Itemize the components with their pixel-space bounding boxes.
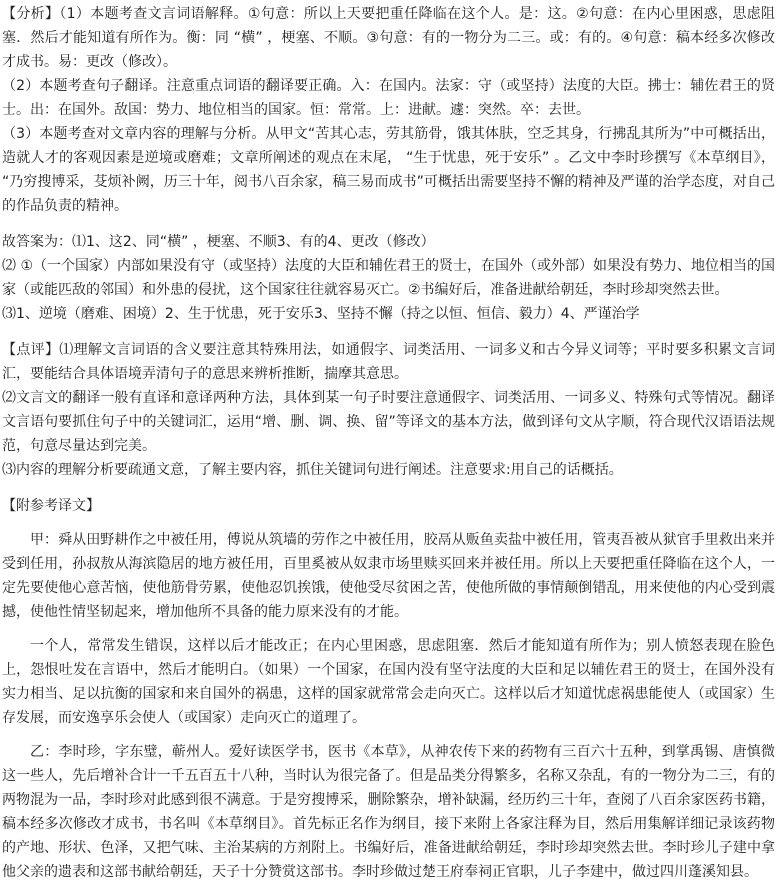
comment-paragraph-1: 【点评】⑴理解文言词语的含义要注意其特殊用法，如通假字、词类活用、一词多义和古今异义词等；平时要多积累文言词汇，要能结合具体语境弄清句子的意思来辨析推断，揣摩其意思。 <box>2 342 775 382</box>
section-gap <box>2 482 775 494</box>
analysis-paragraph-2: （2）本题考查句子翻译。注意重点词语的翻译要正确。入：在国内。法家：守（或坚持）法度的大臣。拂士：辅佐君王的贤士。出：在国外。敌国：势力、地位相当的国家。恒：常常。上：进献。遽：突然。卒：去世。 <box>2 78 775 118</box>
analysis-paragraph-3: （3）本题考查对文章内容的理解与分析。从甲文“苦其心志，劳其筋骨，饿其体肤，空乏其身，行拂乱其所为”中可概括出，造就人才的客观因素是逆境或磨难；文章所阐述的观点在末尾， “生于忧患，死于安乐” 。乙文中李时珍撰写《本草纲目》， “乃穷搜博采，芟烦补阙，历三十年，阅书八百余家，稿三易而成书”可概括出需要坚持不懈的精神及严谨的治学态度，对自己的作品负责的精神。 <box>2 126 775 214</box>
paragraph-gap <box>2 518 775 528</box>
comment-paragraph-3: ⑶内容的理解分析要疏通文意，了解主要内容，抓住关键词句进行阐述。注意要求:用自己的话概括。 <box>2 462 623 478</box>
paragraph-gap <box>2 730 775 740</box>
translation-paragraph-3: 乙：李时珍，字东璧，蕲州人。爱好读医学书，医书《本草》，从神农传下来的药物有三百六十五种，到掌禹锡、唐慎微这一些人，先后增补合计一千五百五十八种，当时认为很完备了。但是品类分得繁多，名称又杂乱，有的一物分为二三，有的两物混为一品，李时珍对此感到很不满意。于是穷搜博采，删除繁杂，增补缺漏，经历约三十年，查阅了八百余家医药书籍，稿本经多次修改才成书，书名叫《本草纲目》。首先标正名作为纲目，接下来附上各家注释为目，然后用集解详细记录该药物的产地、形状、色泽，又把气味、主治某病的方剂附上。书编好后，准备进献给朝廷，李时珍却突然去世。李时珍儿子建中拿他父亲的遗表和这部书献给朝廷，天子十分赞赏这部书。李时珍做过楚王府奉祠正官职，儿子李建中，做过四川蓬溪知县。 <box>2 744 775 880</box>
translation-paragraph-1: 甲：舜从田野耕作之中被任用，傅说从筑墙的劳作之中被任用，胶鬲从贩鱼卖盐中被任用，管夷吾被从狱官手里救出来并受到任用，孙叔敖从海滨隐居的地方被任用，百里奚被从奴隶市场里赎买回来并被任用。所以上天要把重任降临在这个人，一定先要使他心意苦恼，使他筋骨劳累，使他忍饥挨饿，使他受尽贫困之苦，使他所做的事情颠倒错乱，用来使他的内心受到震撼，使他性情坚韧起来，增加他所不具备的能力原来没有的才能。 <box>2 532 775 620</box>
answer-paragraph-3: ⑶1、逆境（磨难、困境）2、生于忧患，死于安乐3、坚持不懈（持之以恒、恒信、毅力）4、严谨治学 <box>2 306 640 322</box>
comment-paragraph-2: ⑵文言文的翻译一般有直译和意译两种方法，具体到某一句子时要注意通假字、词类活用、一词多义、特殊句式等情况。翻译文言语句要抓住句子中的关键词汇，运用“增、删、调、换、留”等译文的基本方法，做到译句文从字顺，符合现代汉语语法规范，句意尽量达到完美。 <box>2 390 775 454</box>
paragraph-gap <box>2 624 775 634</box>
answer-paragraph-1: 故答案为：⑴1、这2、同“横” ，梗塞、不顺3、有的4、更改（修改） <box>2 234 435 250</box>
section-gap <box>2 326 775 338</box>
translation-heading: 【附参考译文】 <box>2 498 100 514</box>
answer-paragraph-2: ⑵ ①（一个国家）内部如果没有守（或坚持）法度的大臣和辅佐君王的贤士，在国外（或外部）如果没有势力、地位相当的国家（或能匹敌的邻国）和外患的侵扰，这个国家往往就容易灭亡。②书编好后，准备进献给朝廷，李时珍却突然去世。 <box>2 258 775 298</box>
analysis-paragraph-1: 【分析】（1）本题考查文言词语解释。①句意：所以上天要把重任降临在这个人。是：这。②句意：在内心里困惑，思虑阻塞．然后才能知道有所作为。衡：同 “横” ，梗塞、不顺。③句意：有的一物分为二三。或：有的。④句意：稿本经多次修改才成书。易：更改（修改）。 <box>2 6 775 70</box>
section-gap <box>2 218 775 230</box>
translation-paragraph-2: 一个人，常常发生错误，这样以后才能改正；在内心里困惑，思虑阻塞．然后才能知道有所作为；别人愤怒表现在脸色上，怨恨吐发在言语中，然后才能明白。（如果）一个国家，在国内没有坚守法度的大臣和足以辅佐君王的贤士，在国外没有实力相当、足以抗衡的国家和来自国外的祸患，这样的国家就常常会走向灭亡。这样以后才知道忧虑祸患能使人（或国家）生存发展，而安逸享乐会使人（或国家）走向灭亡的道理了。 <box>2 638 775 726</box>
